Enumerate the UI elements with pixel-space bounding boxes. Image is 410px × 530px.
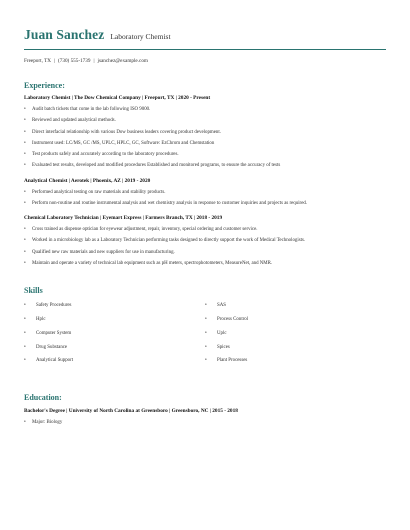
skill-item: • Uplc [205,331,386,337]
job-bullet: • Reviewed and updated analytical methods. [24,118,386,124]
skill-item: • Safety Procedures [24,303,205,309]
skill-item: • SAS [205,303,386,309]
job-bullets [24,107,386,170]
job-entry [24,178,386,208]
skills-column-left [24,303,205,372]
job-bullet: • Instrument used: LC/MS, GC /MS, UPLC, HPLC, GC, Software: EzChrom and Chemstation [24,141,386,147]
experience-heading: Experience: [24,81,65,90]
skill-item: • Analytical Support [24,358,205,364]
resume-header [24,0,386,43]
education-bullet: • Major: Biology [24,420,386,426]
job-bullet: • Worked in a microbiology lab as a Laboratory Technician performing tasks designed to directly support the work of Medical Technologists. [24,238,386,244]
job-entry [24,215,386,267]
contact-line [24,58,386,64]
skill-item: • Computer System [24,331,205,337]
skills-grid [24,303,386,372]
job-bullet: • Test products safely and accurately according to the laboratory procedures. [24,152,386,158]
skill-item: • Drug Substance [24,345,205,351]
job-bullet: • Cross trained as dispense optician for eyewear adjustment, repair, inventory, special ordering and customer service. [24,227,386,233]
skill-item: • Spices [205,345,386,351]
contact-separator: | [54,58,56,64]
job-bullet: • Performed analytical testing on raw materials and stability products. [24,190,386,196]
job-bullet: • Audit batch tickets that come in the lab following ISO 9000. [24,107,386,113]
job-bullet: • Perform non-routine and routine instrumental analysis and wet chemistry analysis in response to customer inquiries and projects as required. [24,201,386,207]
job-bullet: • Evaluated test results, developed and modified procedures Established and monitored programs, to ensure the accuracy of tests [24,163,386,169]
job-heading: Analytical Chemist | Aerotek | Phoenix, AZ | 2019 - 2020 [24,177,151,184]
contact-separator: | [93,58,95,64]
contact-phone: (730) 555-1739 [58,58,91,64]
education-heading: Education: [24,393,62,403]
candidate-title: Laboratory Chemist [110,32,171,41]
job-heading: Chemical Laboratory Technician | Eyemart Express | Farmers Branch, TX | 2018 - 2019 [24,215,223,222]
job-entry [24,95,386,170]
candidate-name: Juan Sanchez [24,27,105,42]
header-divider [24,49,386,50]
skills-column-right [205,303,386,372]
skill-item: • Hplc [24,317,205,323]
skills-heading: Skills [24,286,43,296]
job-heading: Laboratory Chemist | The Dow Chemical Company | Freeport, TX | 2020 - Present [24,95,211,101]
job-bullets [24,190,386,208]
education-entry: Bachelor's Degree | University of North Carolina at Greensboro | Greensboro, NC | 2015 - 2018 [24,408,238,415]
job-bullet: • Maintain and operate a variety of technical lab equipment such as pH meters, spectrophotometers, MeasureNet, and NMR. [24,261,386,267]
skill-item: • Plant Processes [205,358,386,364]
education-bullets [24,420,386,426]
job-bullets [24,227,386,267]
contact-location: Freeport, TX [24,58,51,64]
skill-item: • Process Control [205,317,386,323]
contact-email[interactable]: jsanchez@example.com [97,58,148,64]
job-bullet: • Qualified new raw materials and new suppliers for use in manufacturing. [24,250,386,256]
job-bullet: • Direct interfacial relationship with various Dow business leaders covering product development. [24,130,386,136]
